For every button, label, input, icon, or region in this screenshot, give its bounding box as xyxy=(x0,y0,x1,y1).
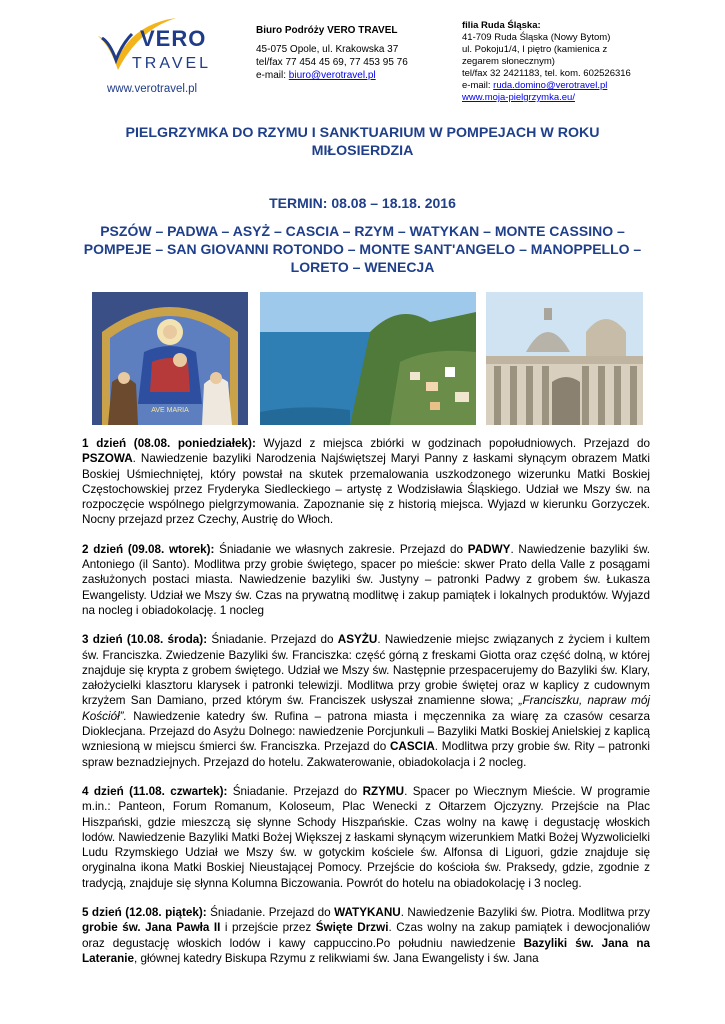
branch-line: ul. Pokoju1/4, I piętro (kamienica z xyxy=(462,44,608,55)
itinerary-day: 1 dzień (08.08. poniedziałek): Wyjazd z miejsca zbiórki w godzinach popołudniowych. Przejazd do PSZOWA. Nawiedzenie bazyliki Narodzenia Najświętszej Maryi Panny z łaskami słynącym obrazem Matki Boskiej Uśmiechniętej, który powstał na skutek przemalowania uszkodzonego wizerunku Matki Boskiej Częstochowskiej przez Fryderyka Siedleckiego – artystę z Wodzisławia Śląskiego. Udział we Mszy św. na rozpoczęcie wspólnego pielgrzymowania. Zapoznanie się z historią miejsca. Wyjazd w kierunku Gorzyczek. Nocny przejazd przez Czechy, Austrię do Włoch. xyxy=(82,437,650,527)
photo-amalfi-coast xyxy=(260,292,476,425)
website-link[interactable]: www.verotravel.pl xyxy=(107,83,198,95)
branch-phone: tel/fax 32 2421183, tel. kom. 602526316 xyxy=(462,68,631,79)
svg-text:VERO: VERO xyxy=(140,26,207,51)
itinerary-day: 4 dzień (11.08. czwartek): Śniadanie. Przejazd do RZYMU. Spacer po Wiecznym Mieście. W programie m.in.: Panteon, Forum Romanum, Koloseum, Plac Wenecki z Ołtarzem Ojczyzny. Przejście na Plac Hiszpański, gdzie mieszczą się słynne Schody Hiszpańskie. Czas wolny na kawę i degustację włoskich lodów. Nawiedzenie Bazyliki Matki Bożej Większej z łaskami słynącym wizerunkiem Matki Bożej Wyzwolicielki Ludu Rzymskiego Udział we Mszy św. w gotyckim kościele św. Alfonsa di Liguori, gdzie znajduje się oryginalna ikona Matki Boskiej Nieustającej Pomocy. Przejście do kościoła św. Praksedy, gdzie, zgodnie z tradycją, znajduje się słynna Kolumna Biczowania. Powrót do hotelu na obiadokolację i 3 nocleg. xyxy=(82,784,651,890)
head-office-block xyxy=(256,24,408,82)
photo-caption: AVE MARIA xyxy=(151,407,189,414)
itinerary-day: 2 dzień (09.08. wtorek): Śniadanie we własnych zakresie. Przejazd do PADWY. Nawiedzenie bazyliki św. Antoniego (il Santo). Modlitwa przy grobie świętego, spacer po mieście: skwer Prato della Valle z posągami zasłużonych postaci miasta. Nawiedzenie bazyliki św. Justyny – patronki Padwy z grobem św. Łukasza Ewangelisty. Udział we Mszy św. Czas na prywatną modlitwę i zakup pamiątek i lokalnych produktów. Wyjazd na nocleg i obiadokolację. 1 nocleg xyxy=(82,542,651,617)
office-email-line xyxy=(256,69,408,82)
branch-line: 41-709 Ruda Śląska (Nowy Bytom) xyxy=(462,32,611,43)
logo-check-icon xyxy=(92,16,222,74)
page-title: PIELGRZYMKA DO RZYMU I SANKTUARIUM W POMPEJACH W ROKU MIŁOSIERDZIA xyxy=(125,125,600,159)
branch-email-link[interactable]: ruda.domino@verotravel.pl xyxy=(493,80,608,91)
vero-travel-logo xyxy=(92,16,222,74)
trip-route: PSZÓW – PADWA – ASYŻ – CASCIA – RZYM – WATYKAN – MONTE CASSINO – POMPEJE – SAN GIOVANNI ROTONDO – MONTE SANT'ANGELO – MANOPPELLO – LORETO – WENECJA xyxy=(83,223,642,275)
itinerary xyxy=(82,436,650,980)
itinerary-day: 3 dzień (10.08. środa): Śniadanie. Przejazd do ASYŻU. Nawiedzenie miejsc związanych z życiem i kultem św. Franciszka. Zwiedzenie Bazyliki św. Franciszka: część górną z freskami Giotta oraz część dolną, w której znajduje się krypta z grobem świętego. Udział we Mszy św. Następnie przespacerujemy do Bazyliki św. Klary, założycielki klasztoru klarysek i patronki telewizji. Modlitwa przy grobie świętej oraz w kaplicy z cudownym krzyżem San Damiano, przed którym św. Franciszek usłyszał znamienne słowa; „Franciszku, napraw mój Kościół”. Nawiedzenie katedry św. Rufina – patrona miasta i męczennika za wiarę za czasów cesarza Dioklecjana. Przejazd do Asyżu Dolnego: nawiedzenie Porcjunkuli – Bazyliki Matki Boskiej Anielskiej z kaplicą wzniesioną w miejscu śmierci św. Franciszka. Przejazd do CASCIA. Modlitwa przy grobie św. Rity – patronki spraw beznadziejnych. Przejazd do hotelu. Zakwaterowanie, obiadokolacja i 2 nocleg. xyxy=(82,633,650,769)
photo-madonna-pompeii xyxy=(92,292,248,425)
branch-website-link[interactable]: www.moja-pielgrzymka.eu/ xyxy=(462,92,575,103)
svg-text:TRAVEL: TRAVEL xyxy=(132,55,212,72)
day-heading: 3 dzień (10.08. środa): xyxy=(82,633,208,647)
office-email-label: e-mail: xyxy=(256,70,289,81)
day-heading: 1 dzień (08.08. poniedziałek): xyxy=(82,437,256,450)
itinerary-day: 5 dzień (12.08. piątek): Śniadanie. Przejazd do WATYKANU. Nawiedzenie Bazyliki św. Piotra. Modlitwa przy grobie św. Jana Pawła II i przejście przez Święte Drzwi. Czas wolny na zakup pamiątek i dewocjonaliów oraz degustację włoskich lodów i kawy cappuccino.Po południu nawiedzenie Bazyliki św. Jana na Lateranie, głównej katedry Biskupa Rzymu z relikwiami św. Jana Ewangelisty i św. Jana xyxy=(82,906,651,965)
office-phone: tel/fax 77 454 45 69, 77 453 95 76 xyxy=(256,57,408,68)
branch-office-block xyxy=(462,20,677,104)
letterhead xyxy=(0,0,725,120)
day-heading: 5 dzień (12.08. piątek): xyxy=(82,906,207,920)
photo-st-peters-basilica xyxy=(486,292,643,425)
branch-title: filia Ruda Śląska: xyxy=(462,20,541,31)
branch-email-label: e-mail: xyxy=(462,80,494,91)
day-heading: 4 dzień (11.08. czwartek): xyxy=(82,784,228,798)
office-address: 45-075 Opole, ul. Krakowska 37 xyxy=(256,44,399,55)
branch-line: zegarem słonecznym) xyxy=(462,56,555,67)
day-heading: 2 dzień (09.08. wtorek): xyxy=(82,542,215,556)
office-title: Biuro Podróży VERO TRAVEL xyxy=(256,25,398,36)
office-email-link[interactable]: biuro@verotravel.pl xyxy=(288,70,376,81)
branch-email-line xyxy=(462,80,677,92)
trip-term: TERMIN: 08.08 – 18.18. 2016 xyxy=(269,195,456,211)
